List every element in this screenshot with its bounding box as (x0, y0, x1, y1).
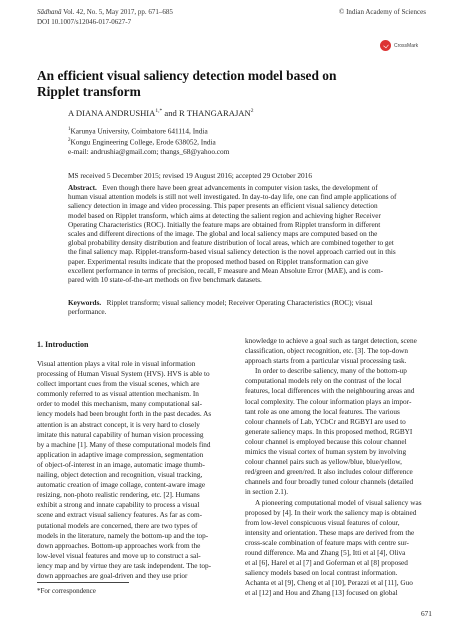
body-line: collect important cues from the visual scenes, which are (37, 380, 200, 389)
body-line: proposed by [4]. In their work the saliency map is obtained (245, 508, 417, 517)
paper-title: An efficient visual saliency detection model based on Ripplet transform (37, 68, 337, 99)
abstract-line (68, 184, 441, 193)
publisher-copyright: © Indian Academy of Sciences (339, 8, 426, 16)
abstract-line: human visual attention models is still not well investigated. In day-to-day life, one can find ample applications of (68, 193, 397, 202)
body-line: computational models rely on the contrast of the local (245, 377, 402, 386)
body-line: from low-level conspicuous visual features of colour, (245, 518, 400, 527)
author-line (68, 106, 253, 118)
page-number: 671 (421, 609, 432, 618)
body-line: cross-scale combination of feature maps with centre sur- (245, 538, 409, 547)
volume-pages: Vol. 42, No. 5, May 2017, pp. 671–685 (63, 8, 173, 16)
abstract-line: scales and different directions of the image. The global and local saliency maps are computed based on the (68, 230, 378, 239)
author-1-affiliation-mark: 1,* (155, 108, 163, 114)
body-line: intensity and orientation. These maps are derived from the (245, 528, 415, 537)
author-conjunction: and (164, 107, 177, 118)
right-column (245, 336, 441, 598)
body-line: scene and extract visual saliency features. As far as com- (37, 511, 203, 520)
affiliation-2-number: 2 (68, 138, 71, 144)
affiliation-1-text: Karunya University, Coimbatore 641114, India (70, 126, 208, 136)
footnote-divider (37, 582, 129, 583)
affiliation-2 (68, 136, 229, 147)
body-line: exhibit a strong and innate capability to process a visual (37, 501, 200, 510)
body-line: mimics the visual cortex of human system by involving (245, 448, 407, 457)
journal-name: Sādhanā (37, 8, 62, 16)
keywords-text: Ripplet transform; visual saliency model; Receiver Operating Characteristics (ROC); visual (106, 299, 373, 307)
keywords-line: performance. (68, 308, 107, 317)
body-line: round difference. Ma and Zhang [5], Itti et al [4], Oliva (245, 548, 406, 557)
received-dates: MS received 5 December 2015; revised 19 August 2016; accepted 29 October 2016 (68, 171, 312, 180)
crossmark-icon (380, 40, 391, 51)
body-line: models in the literature, namely the bottom-up and the top- (37, 531, 209, 540)
abstract-line: pared with 10 state-of-the-art methods on five benchmark datasets. (68, 276, 262, 285)
affiliation-1-number: 1 (68, 127, 71, 132)
abstract-line: the final saliency map. Ripplet-transform-based visual saliency detection is the novel approach carried out in this (68, 248, 396, 257)
body-line: colour channel is employed because this colour channel (245, 437, 407, 446)
doi[interactable]: DOI 10.1007/s12046-017-0627-7 (37, 18, 132, 26)
body-line: application in adaptive image compression, segmentation (37, 450, 204, 459)
body-line: low-level visual features and move up to construct a sal- (37, 551, 201, 560)
body-line: generate saliency maps. In this proposed method, RGBYI (245, 427, 413, 436)
crossmark-label: CrossMark (394, 42, 419, 49)
body-line: by a machine [1]. Many of these computational models find (37, 440, 211, 449)
body-line: automatic creation of image collage, content-aware image (37, 481, 206, 490)
affiliations (68, 125, 229, 157)
body-line: in section 2.1). (245, 488, 289, 497)
body-line: putational models are concerned, there are two types of (37, 521, 198, 530)
abstract-line: excellent performance in terms of precision, recall, F measure and Mean Absolute Error (MAE), and is com- (68, 266, 384, 275)
body-line: commonly referred to as visual attention mechanism. In (37, 390, 199, 399)
abstract-line: saliency detection in image and video processing. This paper presents an efficient visual saliency detection (68, 202, 378, 211)
body-line: iency map and by virtue they are task independent. The top- (37, 561, 212, 570)
body-line: resizing, non-photo realistic rendering, etc. [2]. Humans (37, 491, 200, 500)
keywords-label: Keywords. (68, 299, 102, 307)
body-line: saliency models based on local contrast information. (245, 569, 398, 578)
body-line: tant role as one among the local features. The various (245, 407, 400, 416)
author-2-affiliation-mark: 2 (250, 108, 254, 114)
body-line: iency models had been brought forth in the past decades. As (37, 410, 212, 419)
body-line: A pioneering computational model of visual saliency was (255, 498, 422, 507)
author-2: R THANGARAJAN (179, 107, 251, 118)
abstract (68, 184, 441, 285)
journal-citation (37, 8, 173, 17)
body-line: classification, object recognition, etc. [3]. The top-down (245, 347, 408, 356)
body-line: local complexity. The colour information plays an impor- (245, 397, 412, 406)
body-line: Achanta et al [9], Cheng et al [10], Perazzi et al [11], Guo (245, 579, 413, 588)
author-1: A DIANA ANDRUSHIA (68, 107, 156, 118)
body-line: knowledge to achieve a goal such as target detection, scene (245, 337, 417, 345)
abstract-line: global probability density distribution and feature distribution of local areas, which are combined together to get (68, 239, 394, 248)
abstract-text: Even though there have been great advancements in computer vision tasks, the development of (102, 184, 378, 192)
body-line: processing of Human Visual System (HVS). HVS is able to (37, 370, 210, 379)
body-line: attention is an abstract concept, it is very hard to closely (37, 420, 200, 429)
body-line: down approaches are goal-driven and they use prior (37, 571, 188, 580)
abstract-line: Operating Characteristics (ROC). Initially the feature maps are obtained from Ripplet transform in different (68, 220, 381, 229)
affiliation-2-text: Kongu Engineering College, Erode 638052, India (70, 137, 216, 147)
body-line: of object-of-interest in an image, automatic image thumb- (37, 460, 205, 469)
footnote: *For correspondence (37, 587, 96, 595)
affiliation-1 (68, 125, 229, 136)
body-line: nailing, object detection and recognition, visual tracking, (37, 471, 203, 480)
body-line: approach starts from a particular visual processing task. (245, 357, 407, 366)
abstract-line: paper. Experimental results indicate that the proposed method based on Ripplet transformation can give (68, 257, 369, 266)
body-line: order to model this mechanism, many computational sal- (37, 400, 203, 409)
crossmark-badge[interactable] (380, 40, 418, 51)
body-line: et al [12] and Hou and Zhang [13] focused on global (245, 589, 398, 598)
body-line: red/green and green/red. It also includes colour difference (245, 468, 413, 477)
abstract-line: model based on Ripplet transform, which aims at detecting the salient region and achieving higher Receiver (68, 211, 381, 220)
left-column (37, 359, 233, 581)
email[interactable]: e-mail: andrushia@gmail.com; thangs_68@yahoo.com (68, 147, 230, 157)
section-heading: 1. Introduction (37, 340, 89, 349)
body-line: Visual attention plays a vital role in visual information (37, 360, 196, 368)
body-line: down approaches. Bottom-up approaches work from the (37, 541, 201, 550)
keywords (68, 299, 441, 317)
body-line: colour channel pairs such as yellow/blue, blue/yellow, (245, 458, 402, 467)
body-line: channels and four broadly tuned colour channels (detailed (245, 478, 414, 487)
body-line: features, local differences with the neighbouring areas and (245, 387, 415, 396)
body-line: colour channels of Lab, YCbCr and RGBYI are used to (245, 417, 406, 426)
keywords-line (68, 299, 441, 308)
abstract-label: Abstract. (68, 184, 97, 192)
body-line: In order to describe saliency, many of the bottom-up (255, 367, 407, 376)
body-line: imitate this natural capability of human vision processing (37, 430, 204, 439)
body-line: et al [6], Harel et al [7] and Goferman et al [8] proposed (245, 559, 408, 568)
